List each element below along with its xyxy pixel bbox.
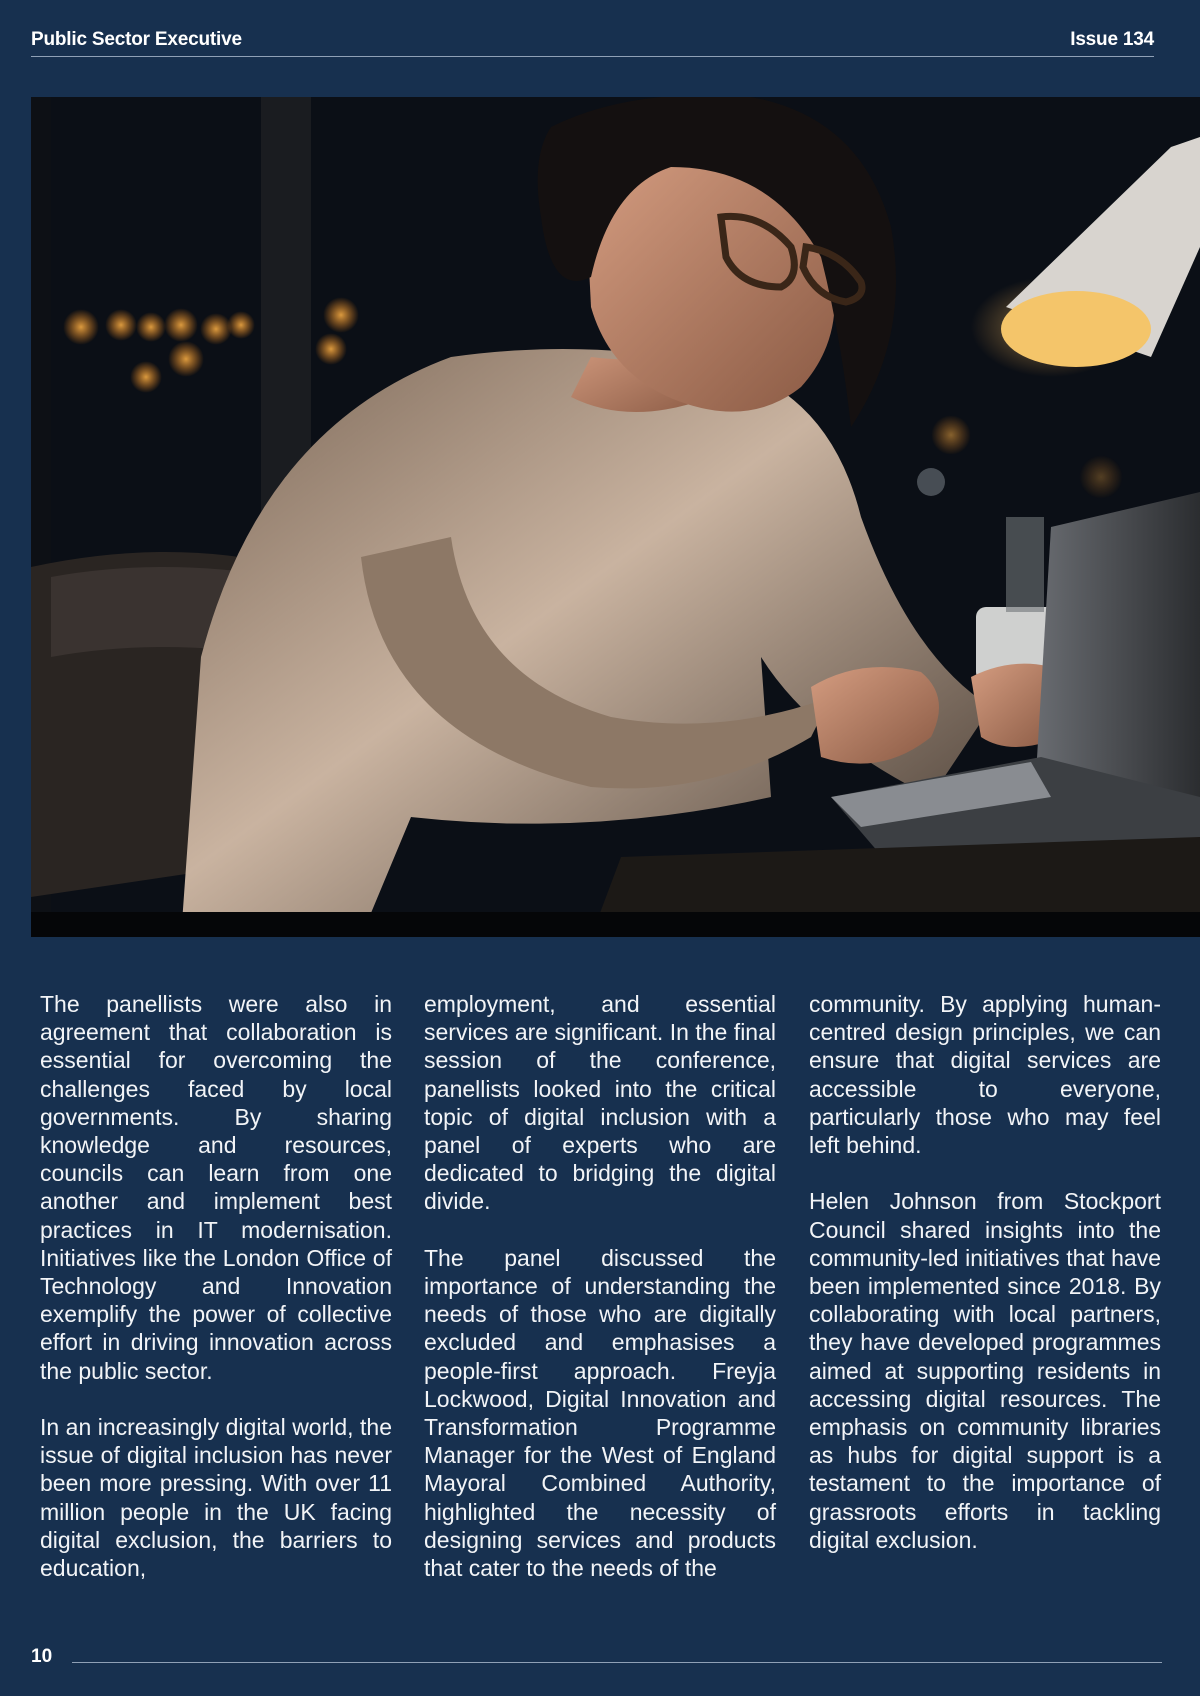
page-number: 10 (31, 1646, 53, 1667)
footer-divider (72, 1662, 1162, 1663)
article-column-1 (40, 990, 392, 1610)
hero-photo (31, 97, 1200, 937)
issue-number: Issue 134 (1070, 29, 1154, 50)
paragraph: In an increasingly digital world, the issue of digital inclusion has never been more pressing. With over 11 million people in the UK facing digital exclusion, the barriers to education, (40, 1414, 392, 1582)
paragraph: Helen Johnson from Stockport Council shared insights into the community-led initiatives that have been implemented since 2018. By collaborating with local partners, they have developed programmes aimed at supporting residents in accessing digital resources. The emphasis on community libraries as hubs for digital support is a testament to the importance of grassroots efforts in tackling digital exclusion. (809, 1188, 1161, 1553)
photo-woman-at-laptop-icon (31, 97, 1200, 937)
paragraph: The panel discussed the importance of understanding the needs of those who are digitally excluded and emphasises a people-first approach. Freyja Lockwood, Digital Innovation and Transformation Programme Manager for the West of England Mayoral Combined Authority, highlighted the necessity of designing services and products that cater to the needs of the (424, 1244, 776, 1582)
paragraph: community. By applying human-centred design principles, we can ensure that digital services are accessible to everyone, particularly those who may feel left behind. (809, 991, 1161, 1159)
paragraph: employment, and essential services are significant. In the final session of the conference, panellists looked into the critical topic of digital inclusion with a panel of experts who are dedicated to bridging the digital divide. (424, 991, 776, 1215)
header-divider (31, 56, 1154, 57)
article-column-2 (424, 990, 776, 1610)
paragraph: The panellists were also in agreement that collaboration is essential for overcoming the challenges faced by local governments. By sharing knowledge and resources, councils can learn from one another and implement best practices in IT modernisation. Initiatives like the London Office of Technology and Innovation exemplify the power of collective effort in driving innovation across the public sector. (40, 991, 392, 1384)
article-column-3 (809, 990, 1161, 1582)
publication-title: Public Sector Executive (31, 29, 242, 50)
